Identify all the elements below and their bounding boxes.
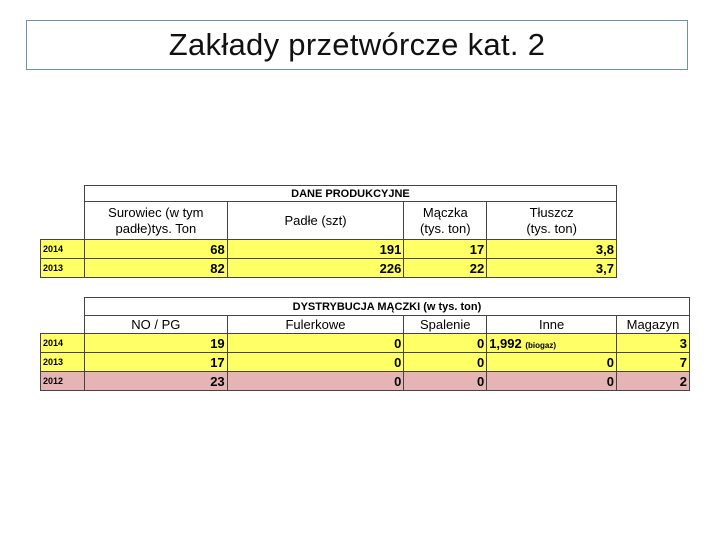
spalenie-cell: 0	[404, 334, 487, 353]
maczka-cell: 22	[404, 259, 487, 278]
year-cell: 2012	[41, 372, 85, 391]
inne-cell: 0	[487, 353, 617, 372]
inne-value: 1,992	[489, 335, 522, 351]
tluszcz-cell: 3,7	[487, 259, 617, 278]
header-no-pg: NO / PG	[84, 316, 227, 334]
year-cell: 2013	[41, 353, 85, 372]
header-surowiec-line1: Surowiec (w tym	[108, 204, 204, 220]
surowiec-cell: 82	[84, 259, 227, 278]
year-cell: 2013	[41, 259, 85, 278]
header-magazyn: Magazyn	[617, 316, 690, 334]
no-pg-cell: 19	[84, 334, 227, 353]
no-pg-cell: 17	[84, 353, 227, 372]
year-cell: 2014	[41, 240, 85, 259]
magazyn-cell: 3	[617, 334, 690, 353]
header-tluszcz-line2: (tys. ton)	[526, 220, 577, 236]
table-row	[41, 353, 690, 372]
header-surowiec	[84, 202, 227, 240]
production-table	[40, 185, 617, 278]
distribution-table	[40, 297, 690, 391]
table-row	[41, 259, 617, 278]
slide-title-box	[26, 20, 688, 70]
distribution-section-title: DYSTRYBUCJA MĄCZKI (w tys. ton)	[84, 298, 689, 316]
spalenie-cell: 0	[404, 353, 487, 372]
header-tluszcz	[487, 202, 617, 240]
table-row	[41, 240, 617, 259]
fulerkowe-cell: 0	[227, 334, 404, 353]
header-inne: Inne	[487, 316, 617, 334]
tluszcz-cell: 3,8	[487, 240, 617, 259]
header-maczka-line1: Mączka	[422, 204, 468, 220]
inne-note: (biogaz)	[525, 340, 557, 350]
no-pg-cell: 23	[84, 372, 227, 391]
corner-cell	[41, 298, 85, 316]
corner-cell	[41, 202, 85, 240]
header-spalenie: Spalenie	[404, 316, 487, 334]
slide-title: Zakłady przetwórcze kat. 2	[168, 27, 546, 62]
surowiec-cell: 68	[84, 240, 227, 259]
inne-cell: 0	[487, 372, 617, 391]
header-padle: Padłe (szt)	[227, 202, 404, 240]
header-maczka	[404, 202, 487, 240]
production-section-title: DANE PRODUKCYJNE	[84, 186, 616, 202]
corner-cell	[41, 316, 85, 334]
header-maczka-line2: (tys. ton)	[420, 220, 471, 236]
fulerkowe-cell: 0	[227, 372, 404, 391]
table-row	[41, 372, 690, 391]
header-fulerkowe: Fulerkowe	[227, 316, 404, 334]
fulerkowe-cell: 0	[227, 353, 404, 372]
spalenie-cell: 0	[404, 372, 487, 391]
padle-cell: 226	[227, 259, 404, 278]
magazyn-cell: 2	[617, 372, 690, 391]
header-surowiec-line2: padłe)tys. Ton	[115, 220, 197, 236]
inne-cell	[487, 334, 617, 353]
magazyn-cell: 7	[617, 353, 690, 372]
year-cell: 2014	[41, 334, 85, 353]
padle-cell: 191	[227, 240, 404, 259]
maczka-cell: 17	[404, 240, 487, 259]
header-tluszcz-line1: Tłuszcz	[529, 204, 574, 220]
corner-cell	[41, 186, 85, 202]
table-row	[41, 334, 690, 353]
